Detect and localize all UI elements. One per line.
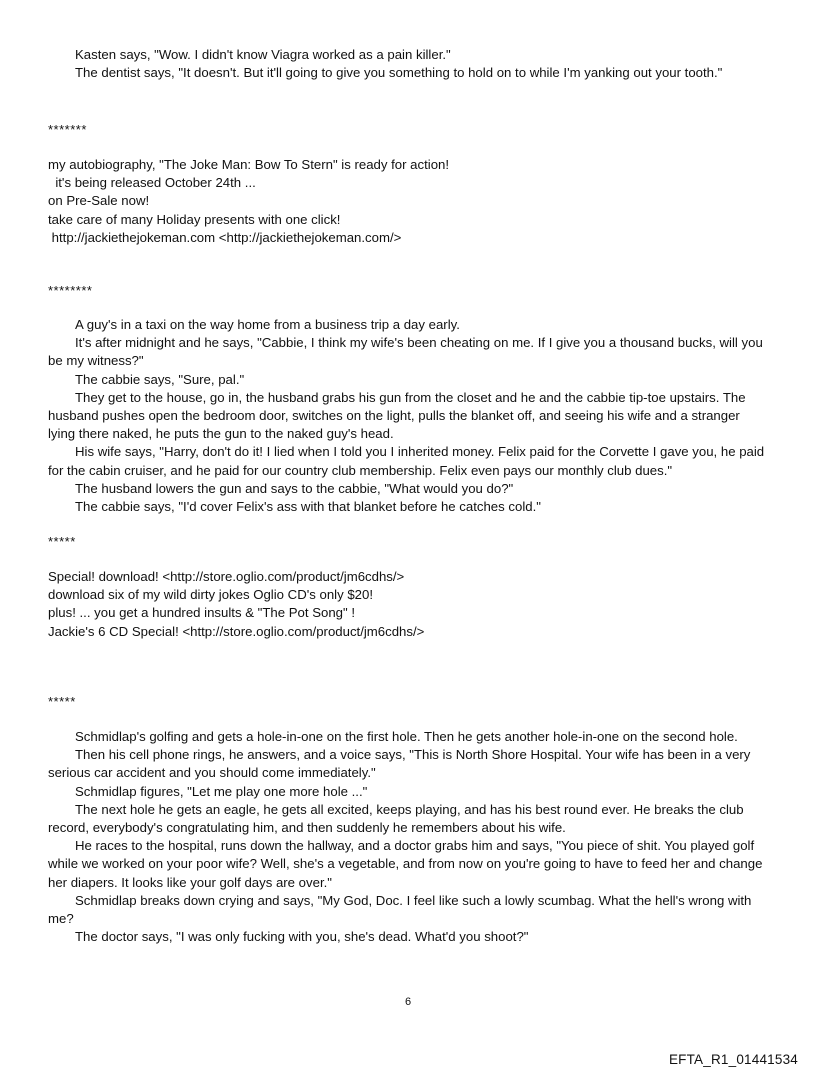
- autobiography-promo: [48, 156, 770, 247]
- promo-line: take care of many Holiday presents with one click!: [48, 211, 341, 227]
- separator: *******: [48, 122, 87, 137]
- joke-taxi-cabbie: [48, 316, 770, 516]
- separator: ********: [48, 283, 93, 298]
- joke-paragraph: The doctor says, "I was only fucking with you, she's dead. What'd you shoot?": [75, 929, 529, 945]
- separator: *****: [48, 694, 76, 709]
- promo-line: it's being released October 24th ...: [48, 175, 256, 191]
- joke-paragraph: The husband lowers the gun and says to the cabbie, "What would you do?": [75, 480, 514, 496]
- promo-link[interactable]: Special! download! <http://store.oglio.com/product/jm6cdhs/>: [48, 569, 405, 584]
- promo-link[interactable]: Jackie's 6 CD Special! <http://store.oglio.com/product/jm6cdhs/>: [48, 623, 425, 639]
- promo-line: on Pre-Sale now!: [48, 193, 150, 209]
- promo-line: my autobiography, "The Joke Man: Bow To Stern" is ready for action!: [48, 157, 450, 172]
- promo-link[interactable]: http://jackiethejokeman.com <http://jackiethejokeman.com/>: [48, 229, 402, 245]
- document-id: EFTA_R1_01441534: [668, 1052, 798, 1067]
- page-number: 6: [404, 996, 412, 1008]
- joke-paragraph: Then his cell phone rings, he answers, and a voice says, "This is North Shore Hospital. Your wife has been in a very serious car accident and you should come immediately.": [48, 747, 751, 781]
- promo-line: download six of my wild dirty jokes Oglio CD's only $20!: [48, 587, 374, 603]
- joke-schmidlap-golf: [48, 728, 770, 946]
- cd-special-promo: [48, 568, 770, 641]
- joke-paragraph: Schmidlap breaks down crying and says, "My God, Doc. I feel like such a lowly scumbag. What the hell's wrong with me?: [48, 892, 752, 927]
- joke-paragraph: They get to the house, go in, the husband grabs his gun from the closet and he and the cabbie tip-toe upstairs. The husband pushes open the bedroom door, switches on the light, pulls the blanket off, and seeing his wife and a stranger lying there naked, he puts the gun to the naked guy's head.: [48, 389, 746, 442]
- joke-paragraph: The cabbie says, "I'd cover Felix's ass with that blanket before he catches cold.": [75, 499, 541, 515]
- promo-line: plus! ... you get a hundred insults & "The Pot Song" !: [48, 605, 355, 621]
- joke-paragraph: He races to the hospital, runs down the hallway, and a doctor grabs him and says, "You piece of shit. You played golf while we worked on your poor wife? Well, she's a vegetable, and from now on you're going to have to feed her and change her diapers. It looks like your golf days are over.": [48, 838, 763, 890]
- joke-paragraph: The next hole he gets an eagle, he gets all excited, keeps playing, and has his best round ever. He breaks the club record, everybody's congratulating him, and then suddenly he remembers about his wife.: [48, 801, 744, 836]
- joke-kasten-dentist: [48, 46, 770, 82]
- joke-paragraph: Schmidlap figures, "Let me play one more hole ...": [75, 783, 368, 799]
- joke-line: Kasten says, "Wow. I didn't know Viagra worked as a pain killer.": [75, 47, 451, 62]
- joke-paragraph: It's after midnight and he says, "Cabbie, I think my wife's been cheating on me. If I give you a thousand bucks, will you be my witness?": [48, 335, 763, 369]
- separator: *****: [48, 534, 76, 549]
- joke-paragraph: His wife says, "Harry, don't do it! I lied when I told you I inherited money. Felix paid for the Corvette I gave you, he paid for the cabin cruiser, and he paid for our country club membership. Felix even pays our monthly club dues.": [48, 444, 765, 478]
- joke-paragraph: Schmidlap's golfing and gets a hole-in-one on the first hole. Then he gets another hole-in-one on the second hole.: [75, 729, 738, 744]
- joke-line: The dentist says, "It doesn't. But it'll going to give you something to hold on to while I'm yanking out your tooth.": [75, 65, 723, 81]
- joke-paragraph: A guy's in a taxi on the way home from a business trip a day early.: [75, 317, 460, 332]
- joke-paragraph: The cabbie says, "Sure, pal.": [75, 371, 245, 387]
